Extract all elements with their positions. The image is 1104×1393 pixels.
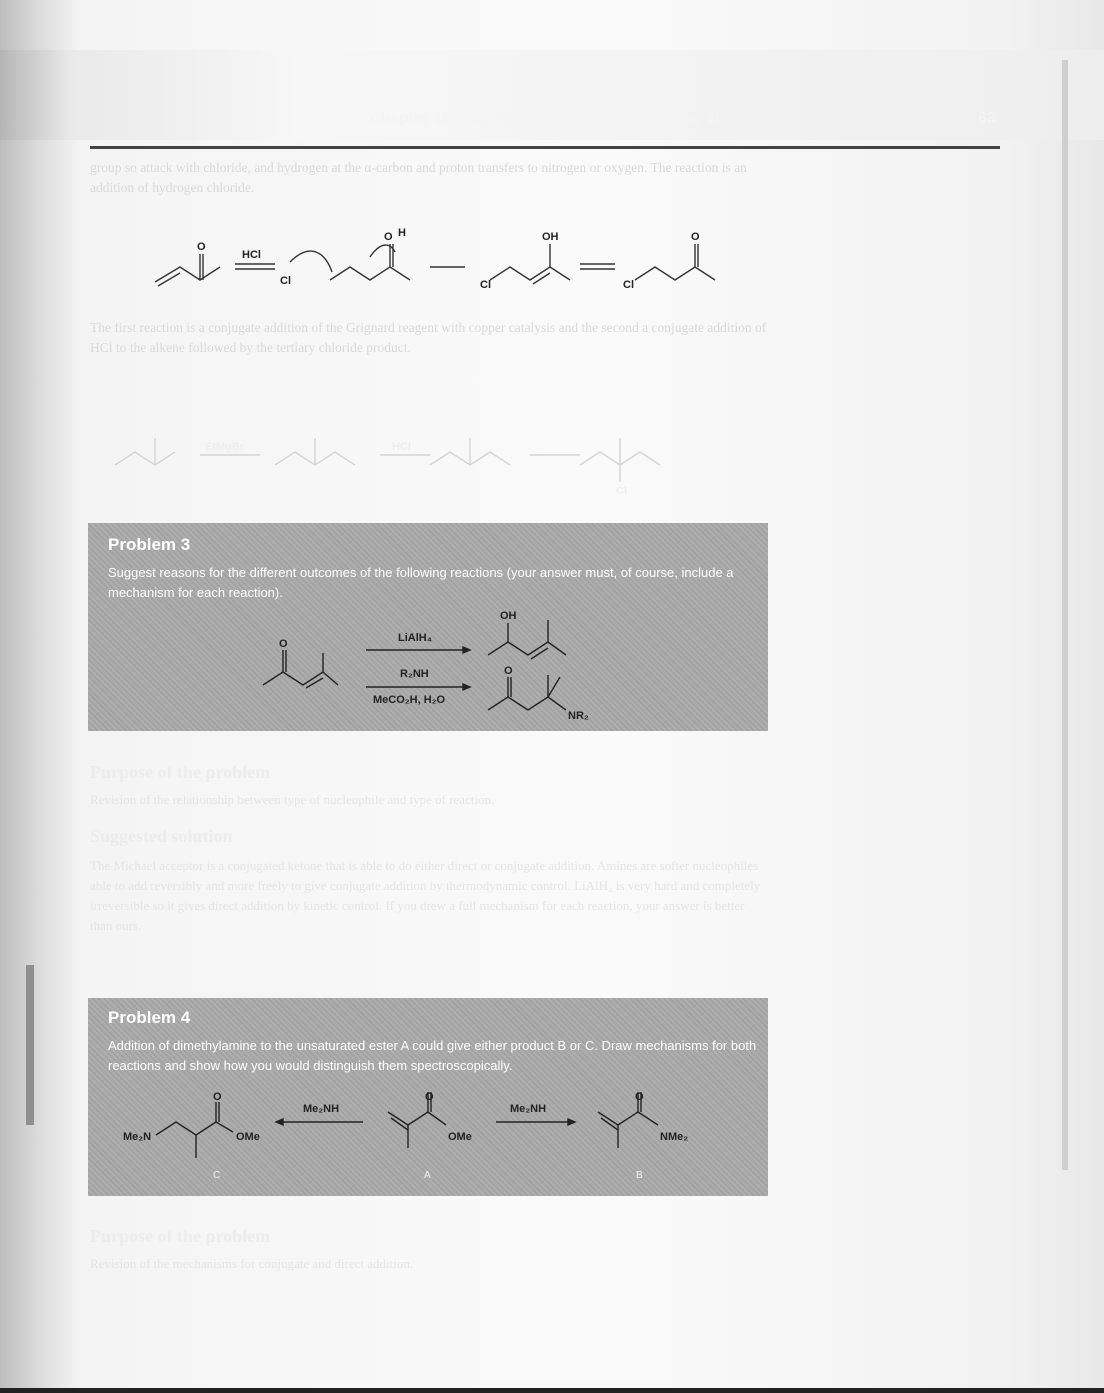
atom-o-2: O: [384, 231, 393, 243]
atom-cl-1: Cl: [280, 275, 291, 287]
purpose-4-text: Revision of the mechanisms for conjugate and direct addition.: [90, 1256, 414, 1271]
problem-3-text: Suggest reasons for the different outcomes of the following reactions (your answer must, of course, include a mechanism for each reaction).: [108, 565, 734, 600]
reagent-etmgbr: EtMgBr: [205, 441, 245, 453]
reagent-me2nh-left: Me₂NH: [303, 1103, 340, 1115]
atom-o-3: O: [691, 231, 700, 243]
compound-label-a: A: [424, 1170, 431, 1181]
atom-o-c: O: [213, 1091, 222, 1103]
atom-cl-3: Cl: [623, 279, 634, 291]
atom-ome-c: OMe: [236, 1131, 260, 1143]
running-head: Chapter 10: Suggested solutions for Chapter 10: [370, 110, 724, 127]
solution-3-text: The Michael acceptor is a conjugated ketone that is able to do either direct or conjugate addition. Amines are softer nucleophiles able to add reversibly and more freely to give conjugate addition by thermodynamic control. LiAlH₄ is very hard and completely irreversible so it gives direct addition by kinetic control. If you drew a full mechanism for each reaction, your answer is better than ours.: [90, 858, 761, 933]
reaction-1-scheme: [140, 222, 740, 302]
atom-oh-1: OH: [542, 231, 559, 243]
atom-nme2-b: NMe₂: [660, 1131, 689, 1143]
binding-edge: [1062, 60, 1068, 1170]
middle-paragraph: The first reaction is a conjugate addition of the Grignard reagent with copper catalysis and the second a conjugate addition of HCl to the alkene followed by the tertiary chloride product.: [90, 320, 767, 355]
reagent-hcl-1: HCl: [242, 249, 261, 261]
solution-3-heading: Suggested solution: [90, 826, 233, 846]
problem-3-box: [88, 523, 768, 731]
atom-me2n-c: Me₂N: [123, 1131, 152, 1143]
atom-nr2-p3: NR₂: [568, 710, 589, 722]
reagent-r2nh: R₂NH: [400, 668, 429, 680]
atom-o-a: O: [425, 1091, 434, 1103]
bottom-edge: [0, 1388, 1104, 1393]
purpose-4-heading: Purpose of the problem: [90, 1226, 271, 1246]
atom-o-1: O: [197, 241, 206, 253]
intro-paragraph: group so attack with chloride, and hydrogen at the α-carbon and proton transfers to nitrogen or oxygen. The reaction is an addition of hydrogen chloride.: [90, 160, 747, 195]
reagent-hcl-2: HCl: [392, 441, 411, 453]
atom-o-b: O: [635, 1091, 644, 1103]
reaction-2-scheme: [110, 420, 710, 500]
problem-4-scheme: [118, 1090, 758, 1190]
compound-label-c: C: [213, 1170, 221, 1181]
purpose-3-heading: Purpose of the problem: [90, 762, 271, 782]
reagent-meco2h-h2o: MeCO₂H, H₂O: [373, 694, 446, 706]
left-margin-tab: [26, 965, 34, 1125]
atom-cl-4: Cl: [616, 485, 627, 497]
atom-ome-a: OMe: [448, 1131, 472, 1143]
atom-oh-p3: OH: [500, 610, 517, 622]
atom-h-1: H: [398, 227, 406, 239]
problem-3-scheme: [248, 605, 608, 725]
atom-cl-2: Cl: [480, 279, 491, 291]
problem-4-text: Addition of dimethylamine to the unsaturated ester A could give either product B or C. Draw mechanisms for both reactions and show how you would distinguish them spectroscopically.: [108, 1038, 757, 1073]
problem-3-title: Problem 3: [108, 535, 191, 554]
atom-o-p3-2: O: [504, 665, 513, 677]
problem-4-title: Problem 4: [108, 1008, 191, 1027]
atom-o-p3-1: O: [279, 638, 288, 650]
compound-label-b: B: [636, 1170, 643, 1181]
header-rule: [90, 146, 1000, 149]
problem-4-box: [88, 998, 768, 1196]
page-number: 63: [978, 110, 996, 127]
purpose-3-text: Revision of the relationship between type of nucleophile and type of reaction.: [90, 792, 495, 807]
reagent-me2nh-right: Me₂NH: [510, 1103, 547, 1115]
reagent-lialh4: LiAlH₄: [398, 632, 432, 644]
